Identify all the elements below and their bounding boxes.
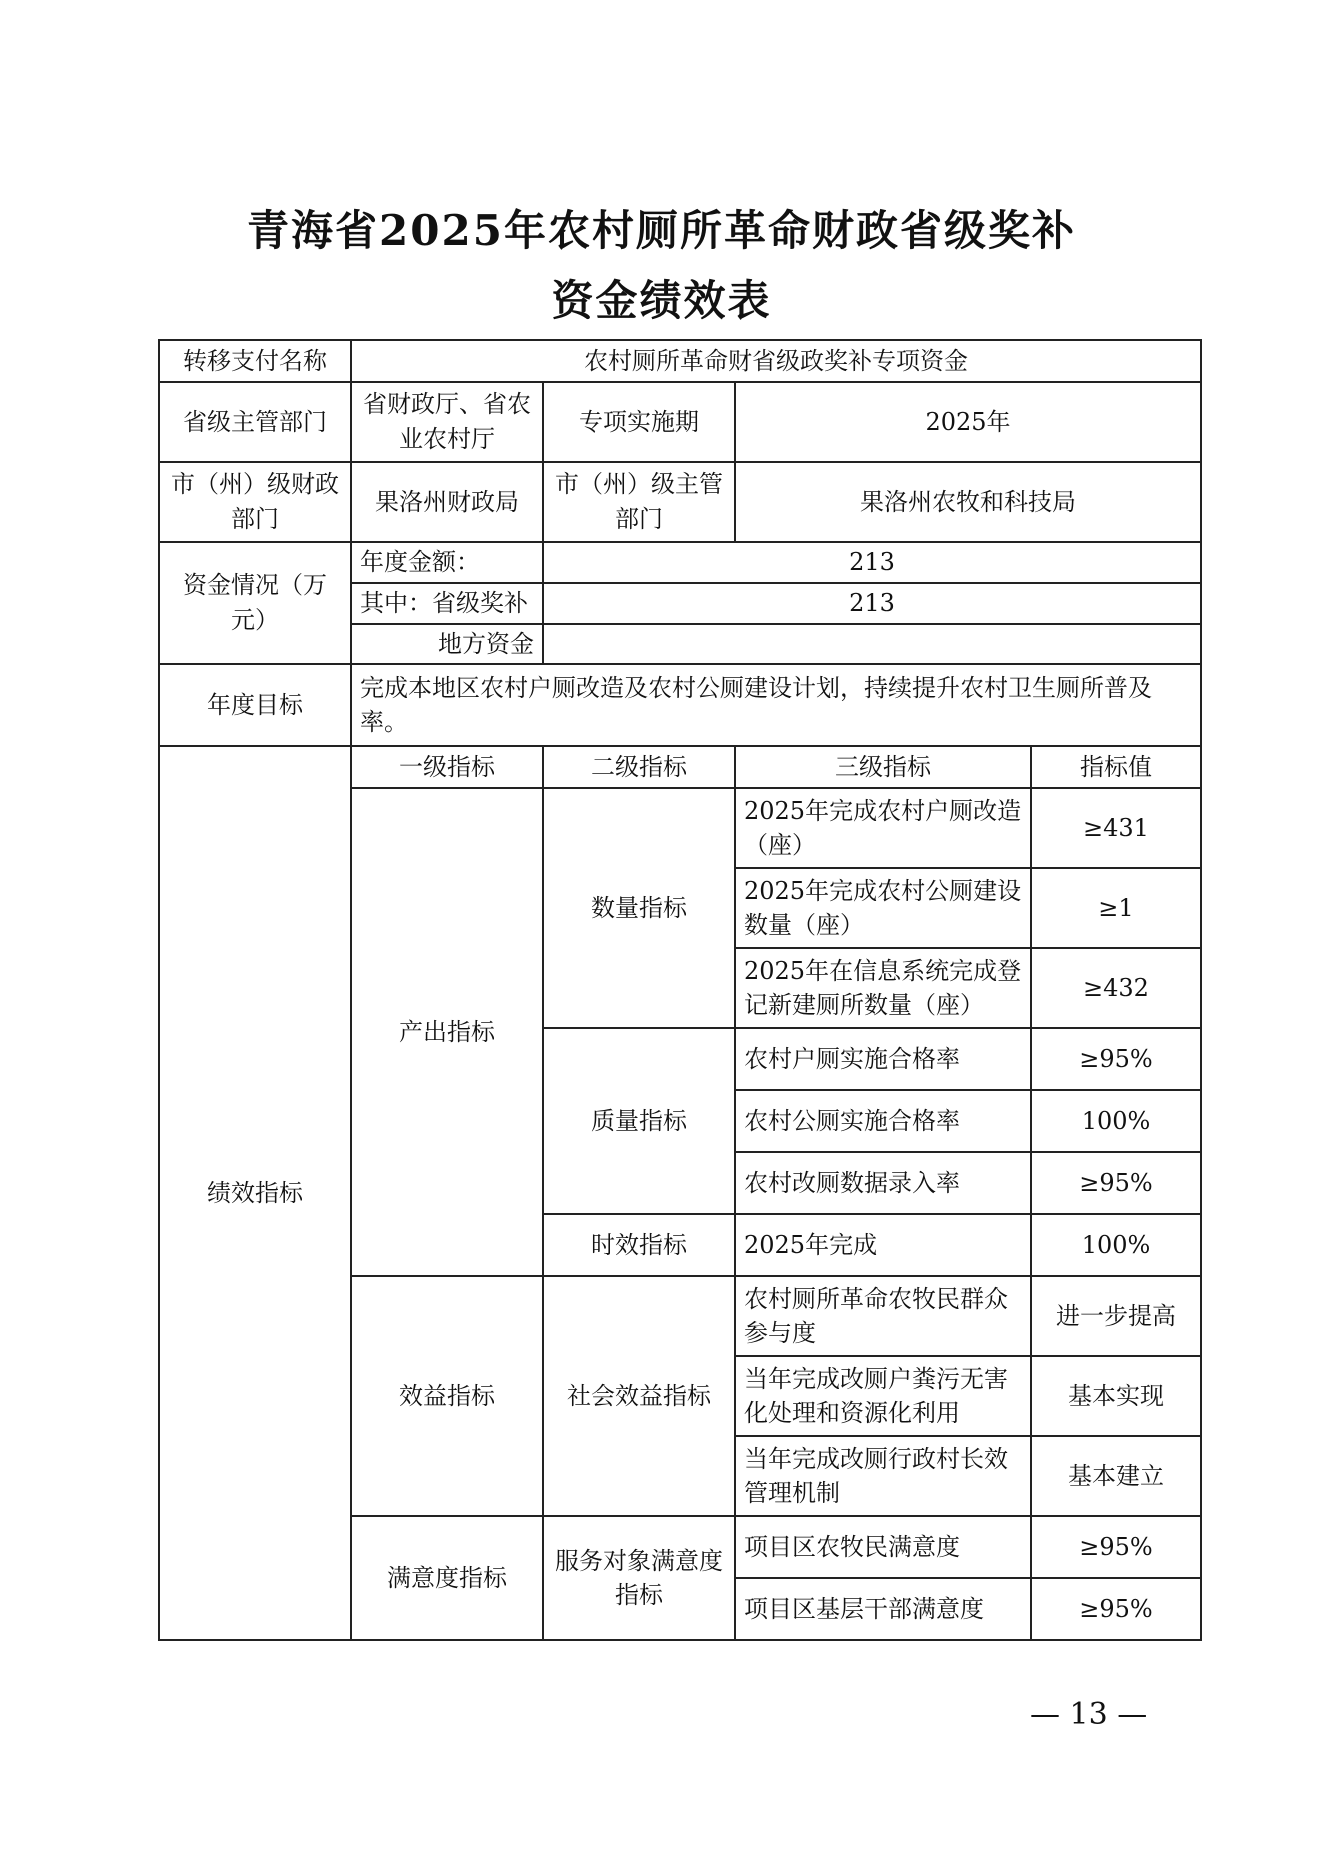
table-row (159, 462, 1201, 542)
indicator-name: 农村户厕实施合格率 (735, 1028, 1031, 1090)
period-label: 专项实施期 (543, 382, 735, 462)
indicator-name: 2025年完成农村公厕建设数量（座） (735, 868, 1031, 948)
indicator-name: 2025年完成 (735, 1214, 1031, 1276)
goal-text: 完成本地区农村户厕改造及农村公厕建设计划，持续提升农村卫生厕所普及率。 (351, 664, 1201, 746)
output-indicator: 产出指标 (351, 788, 543, 1276)
funds-prov-label: 其中：省级奖补 (351, 583, 543, 624)
service-satisfaction-indicator: 服务对象满意度指标 (543, 1516, 735, 1640)
indicator-name: 2025年完成农村户厕改造（座） (735, 788, 1031, 868)
indicator-value: ≥95% (1031, 1028, 1201, 1090)
table-row (159, 542, 1201, 583)
table-row (159, 664, 1201, 746)
funds-annual-label: 年度金额： (351, 542, 543, 583)
indicator-name: 农村厕所革命农牧民群众参与度 (735, 1276, 1031, 1356)
city-dept-label: 市（州）级主管部门 (543, 462, 735, 542)
satisfaction-indicator: 满意度指标 (351, 1516, 543, 1640)
city-fin-label: 市（州）级财政部门 (159, 462, 351, 542)
indicator-name: 项目区农牧民满意度 (735, 1516, 1031, 1578)
indicator-name: 当年完成改厕行政村长效管理机制 (735, 1436, 1031, 1516)
indicator-value: ≥432 (1031, 948, 1201, 1028)
funds-label: 资金情况（万元） (159, 542, 351, 664)
indicator-value: 100% (1031, 1214, 1201, 1276)
funds-local-label: 地方资金 (351, 624, 543, 665)
doc-title-line1: 青海省2025年农村厕所革命财政省级奖补 (247, 206, 1076, 255)
timeliness-indicator: 时效指标 (543, 1214, 735, 1276)
indicator-value: 100% (1031, 1090, 1201, 1152)
indicator-value: ≥95% (1031, 1516, 1201, 1578)
funds-annual-value: 213 (543, 542, 1201, 583)
indicator-value: ≥95% (1031, 1578, 1201, 1640)
indicator-name: 农村改厕数据录入率 (735, 1152, 1031, 1214)
goal-label: 年度目标 (159, 664, 351, 746)
prov-dept-label: 省级主管部门 (159, 382, 351, 462)
performance-table (158, 339, 1202, 1641)
indicators-section-label: 绩效指标 (159, 746, 351, 1640)
city-fin-value: 果洛州财政局 (351, 462, 543, 542)
period-value: 2025年 (735, 382, 1201, 462)
indicator-value: 进一步提高 (1031, 1276, 1201, 1356)
indicator-name: 当年完成改厕户粪污无害化处理和资源化利用 (735, 1356, 1031, 1436)
col-header-level1: 一级指标 (351, 746, 543, 788)
col-header-level3: 三级指标 (735, 746, 1031, 788)
transfer-value: 农村厕所革命财省级政奖补专项资金 (351, 340, 1201, 382)
table-row (159, 340, 1201, 382)
indicator-value: ≥95% (1031, 1152, 1201, 1214)
benefit-indicator: 效益指标 (351, 1276, 543, 1516)
table-row (159, 382, 1201, 462)
funds-prov-value: 213 (543, 583, 1201, 624)
indicator-value: ≥431 (1031, 788, 1201, 868)
transfer-label: 转移支付名称 (159, 340, 351, 382)
funds-local-value (543, 624, 1201, 665)
indicator-name: 项目区基层干部满意度 (735, 1578, 1031, 1640)
social-benefit-indicator: 社会效益指标 (543, 1276, 735, 1516)
indicator-value: 基本建立 (1031, 1436, 1201, 1516)
col-header-value: 指标值 (1031, 746, 1201, 788)
doc-title-line2: 资金绩效表 (551, 276, 772, 325)
indicator-value: 基本实现 (1031, 1356, 1201, 1436)
city-dept-value: 果洛州农牧和科技局 (735, 462, 1201, 542)
table-row (159, 746, 1201, 788)
quantity-indicator: 数量指标 (543, 788, 735, 1028)
page-number: — 13 — (1030, 1697, 1148, 1732)
prov-dept-value: 省财政厅、省农业农村厅 (351, 382, 543, 462)
indicator-name: 2025年在信息系统完成登记新建厕所数量（座） (735, 948, 1031, 1028)
col-header-level2: 二级指标 (543, 746, 735, 788)
indicator-name: 农村公厕实施合格率 (735, 1090, 1031, 1152)
quality-indicator: 质量指标 (543, 1028, 735, 1214)
indicator-value: ≥1 (1031, 868, 1201, 948)
